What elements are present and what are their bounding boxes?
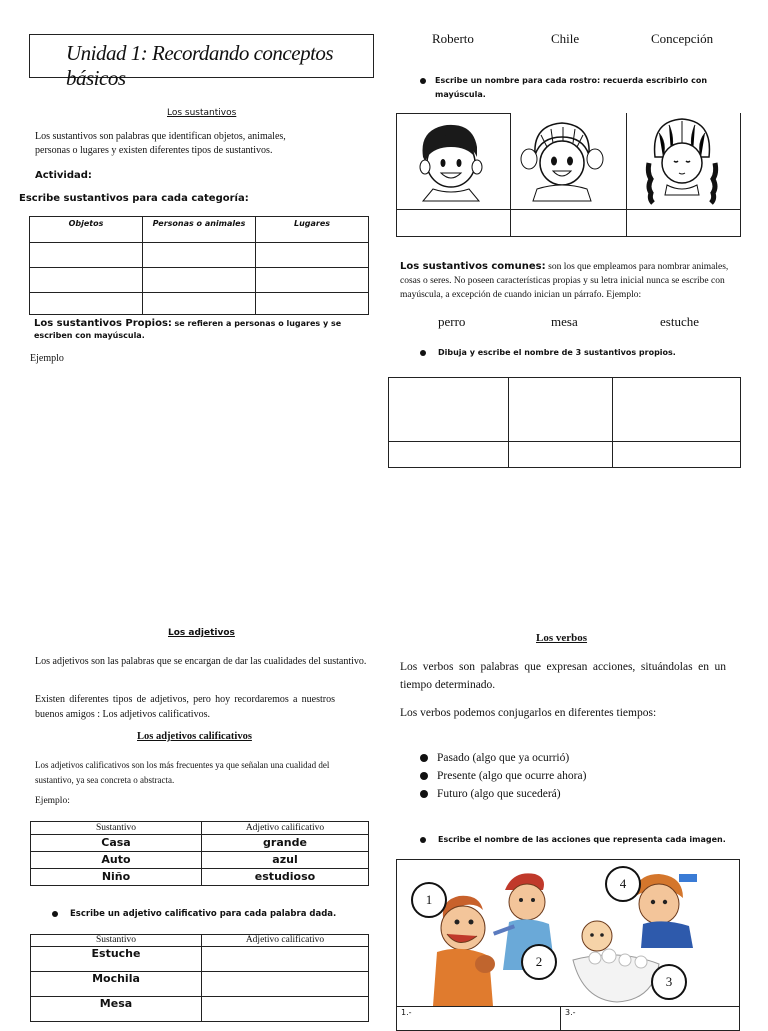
example-label: Ejemplo [30, 353, 64, 364]
draw-instruction [420, 347, 676, 359]
answer-cell[interactable] [30, 268, 143, 293]
adjective-cell: estudioso [202, 869, 369, 886]
verb-exercise-text: Escribe el nombre de las acciones que representa cada imagen. [438, 835, 726, 844]
tense-label: Presente (algo que ocurre ahora) [437, 770, 587, 782]
sustantivos-heading: Los sustantivos [167, 108, 237, 118]
children-actions-illustration [397, 860, 739, 1006]
answer-cell[interactable] [202, 997, 369, 1022]
number-circle: 2 [521, 944, 557, 980]
answer-cell[interactable] [256, 243, 369, 268]
column-header: Objetos [30, 217, 143, 243]
comunes-text: son los que empleamos para nombrar animales, cosas o seres. No poseen características propias y su letra inicial nunca se escribe con mayúscula, a excepción de cuando inician un párrafo. Ejemplo: [400, 262, 729, 300]
category-table [29, 216, 369, 315]
common-noun-example: estuche [660, 314, 699, 329]
tense-label: Futuro (algo que sucederá) [437, 788, 561, 800]
faces-instruction-text: Escribe un nombre para cada rostro: recuerda escribirlo con mayúscula. [435, 76, 708, 99]
column-header: Lugares [256, 217, 369, 243]
table-header: Adjetivo calificativo [202, 822, 369, 835]
adjetivos-heading: Los adjetivos [168, 628, 235, 638]
bullet-icon [420, 754, 428, 762]
common-noun-example: perro [438, 314, 466, 329]
bullet-icon [420, 837, 426, 843]
activity-label: Actividad: [35, 170, 92, 181]
comunes-paragraph [400, 260, 740, 302]
tense-list [420, 749, 586, 803]
adjetivos-p1: Los adjetivos son las palabras que se encargan de dar las cualidades del sustantivo. [35, 656, 367, 667]
table-header: Sustantivo [31, 822, 202, 835]
common-noun-example: mesa [551, 314, 578, 329]
girl-braids-icon [637, 113, 727, 207]
category-instruction: Escribe sustantivos para cada categoría: [19, 193, 249, 204]
answer-cell[interactable] [509, 442, 613, 468]
answer-cell[interactable] [389, 442, 509, 468]
adjetivos-p2: Existen diferentes tipos de adjetivos, pero hoy recordaremos a nuestros buenos amigos : Los adjetivos calificativos. [35, 694, 335, 720]
tense-item [420, 785, 586, 803]
verbos-heading: Los verbos [536, 632, 588, 644]
noun-cell: Niño [31, 869, 202, 886]
verb-exercise-instruction [420, 835, 726, 844]
number-circle: 4 [605, 866, 641, 902]
tense-item [420, 767, 586, 785]
drawing-cell[interactable] [613, 378, 741, 442]
draw-table [388, 377, 741, 468]
verbos-p2: Los verbos podemos conjugarlos en diferentes tiempos: [400, 707, 657, 719]
comunes-heading: Los sustantivos comunes: [400, 261, 546, 272]
calificativos-text: Los adjetivos calificativos son los más frecuentes ya que señalan una cualidad del sustantivo, ya sea concreta o abstracta. [35, 760, 330, 785]
draw-instruction-text: Dibuja y escribe el nombre de 3 sustantivos propios. [438, 348, 676, 357]
propios-paragraph [34, 318, 374, 342]
bullet-icon [420, 78, 426, 84]
answer-cell[interactable] [30, 243, 143, 268]
example-name: Concepción [651, 31, 714, 46]
tense-label: Pasado (algo que ya ocurrió) [437, 752, 570, 764]
adjective-example-table [30, 821, 369, 886]
number-circle: 3 [651, 964, 687, 1000]
answer-cell[interactable] [143, 293, 256, 315]
noun-cell: Mochila [31, 972, 202, 997]
propios-text: se refieren a personas o lugares y se escriben con mayúscula. [34, 319, 342, 340]
example-label: Ejemplo: [35, 796, 70, 806]
bullet-icon [52, 911, 58, 917]
noun-cell: Estuche [31, 947, 202, 972]
calificativos-heading: Los adjetivos calificativos [137, 731, 252, 742]
adjective-exercise-table [30, 934, 369, 1022]
tense-item [420, 749, 586, 767]
answer-cell[interactable] [202, 947, 369, 972]
table-header: Adjetivo calificativo [202, 935, 369, 947]
propios-heading: Los sustantivos Propios: [34, 318, 172, 329]
answer-cell[interactable] [143, 268, 256, 293]
answer-cell[interactable] [256, 268, 369, 293]
noun-cell: Auto [31, 852, 202, 869]
boy-face-icon [411, 117, 491, 205]
girl-pigtails-icon [517, 115, 607, 203]
page-title: Unidad 1: Recordando conceptos básicos [66, 41, 334, 90]
example-name: Roberto [432, 31, 474, 46]
faces-instruction [420, 74, 720, 102]
column-header: Personas o animales [143, 217, 256, 243]
answer-label[interactable]: 3.- [565, 1008, 576, 1017]
bullet-icon [420, 772, 428, 780]
answer-cell[interactable] [30, 293, 143, 315]
bullet-icon [420, 350, 426, 356]
answer-cell[interactable] [143, 243, 256, 268]
noun-cell: Mesa [31, 997, 202, 1022]
noun-cell: Casa [31, 835, 202, 852]
adjective-cell: azul [202, 852, 369, 869]
title-box [29, 34, 374, 90]
answer-label[interactable]: 1.- [401, 1008, 412, 1017]
answer-cell[interactable] [256, 293, 369, 315]
table-header: Sustantivo [31, 935, 202, 947]
faces-grid [396, 113, 741, 237]
bullet-icon [420, 790, 428, 798]
sustantivos-intro: Los sustantivos son palabras que identifican objetos, animales, personas o lugares y existen diferentes tipos de sustantivos. [35, 131, 286, 156]
drawing-cell[interactable] [509, 378, 613, 442]
adjective-exercise-instruction [52, 909, 336, 919]
actions-illustration-box [396, 859, 740, 1031]
number-circle: 1 [411, 882, 447, 918]
adjective-exercise-text: Escribe un adjetivo calificativo para cada palabra dada. [70, 909, 337, 919]
verbos-p1: Los verbos son palabras que expresan acciones, situándolas en un tiempo determinado. [400, 661, 726, 691]
answer-cell[interactable] [202, 972, 369, 997]
answer-cell[interactable] [613, 442, 741, 468]
adjective-cell: grande [202, 835, 369, 852]
example-name: Chile [551, 31, 580, 46]
drawing-cell[interactable] [389, 378, 509, 442]
